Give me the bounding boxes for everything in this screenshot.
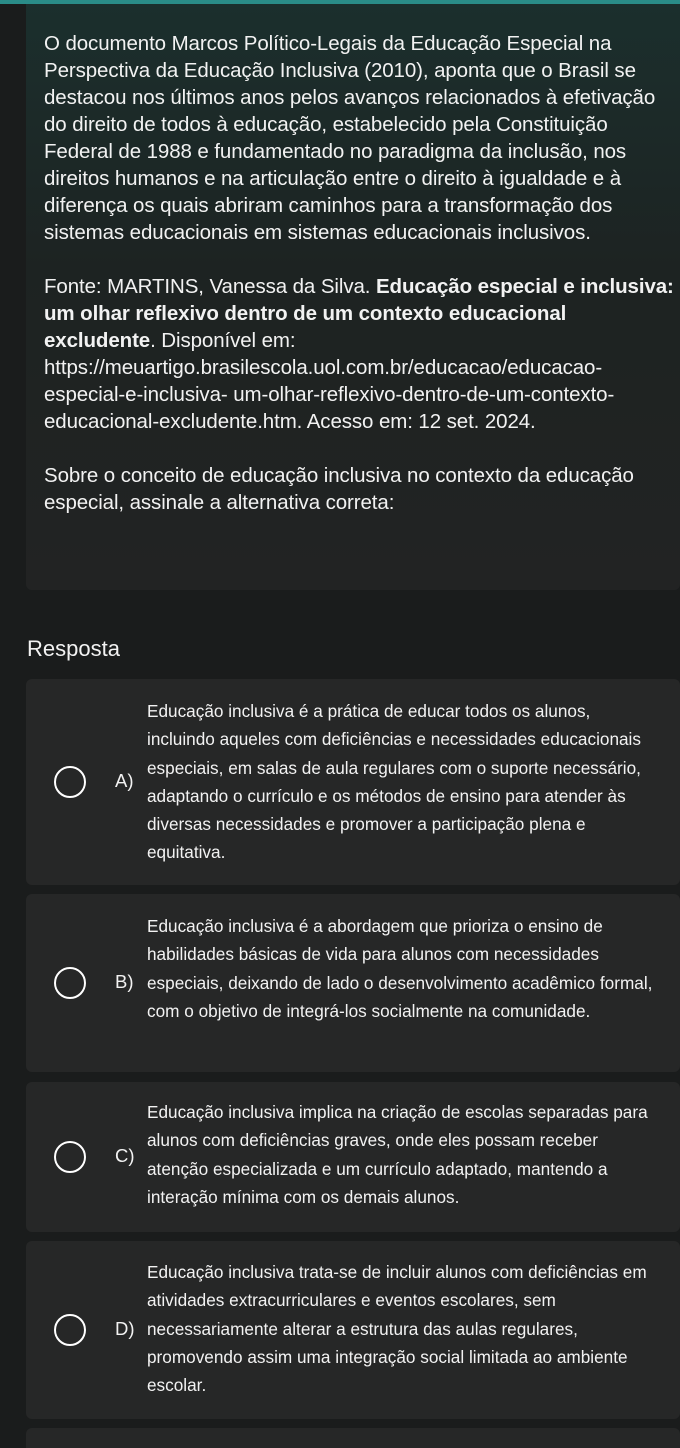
question-prompt: Sobre o conceito de educação inclusiva no contexto da educação especial, assinale a alternativa correta:: [44, 464, 634, 514]
answer-heading: Resposta: [27, 636, 120, 661]
option-b-letter: B): [115, 971, 134, 992]
option-c-text: Educação inclusiva implica na criação de escolas separadas para alunos com deficiências graves, onde eles possam receber atenção especializada e um currículo adaptado, mantendo a interação mínima com os demais alunos.: [147, 1102, 648, 1207]
option-a-letter: A): [115, 770, 134, 791]
question-source: [44, 273, 676, 435]
option-d-letter: D): [115, 1318, 135, 1339]
radio-option-b[interactable]: [54, 967, 86, 999]
radio-option-c[interactable]: [54, 1141, 86, 1173]
source-prefix: Fonte: MARTINS, Vanessa da Silva.: [44, 275, 376, 298]
question-card: [26, 4, 680, 590]
option-b-text: Educação inclusiva é a abordagem que prioriza o ensino de habilidades básicas de vida para alunos com necessidades especiais, deixando de lado o desenvolvimento acadêmico formal, com o objetivo de integrá-los socialmente na comunidade.: [147, 916, 653, 1021]
radio-option-a[interactable]: [54, 766, 86, 798]
source-title: Educação especial e inclusiva: um olhar reflexivo dentro de um contexto educacional excludente: [44, 275, 674, 352]
option-a-text: Educação inclusiva é a prática de educar todos os alunos, incluindo aqueles com deficiências e necessidades educacionais especiais, em salas de aula regulares com o suporte necessário, adaptando o currículo e os métodos de ensino para atender às diversas necessidades e promover a participação plena e equitativa.: [147, 701, 641, 863]
option-b[interactable]: [26, 894, 680, 1072]
option-d-text: Educação inclusiva trata-se de incluir alunos com deficiências em atividades extracurriculares e eventos escolares, sem necessariamente alterar a estrutura das aulas regulares, promovendo assim uma integração social limitada ao ambiente escolar.: [147, 1262, 647, 1396]
source-suffix: . Disponível em: https://meuartigo.brasilescola.uol.com.br/educacao/educacao-especial-e-inclusiva- um-olhar-reflexivo-dentro-de-um-contexto-educacional-excludente.htm. Acesso em: 12 set. 2024.: [44, 329, 615, 433]
radio-option-d[interactable]: [54, 1314, 86, 1346]
option-c[interactable]: [26, 1082, 680, 1232]
option-a[interactable]: [26, 679, 680, 885]
question-paragraph: O documento Marcos Político-Legais da Educação Especial na Perspectiva da Educação Inclusiva (2010), aponta que o Brasil se destacou nos últimos anos pelos avanços relacionados à efetivação do direito de todos à educação, estabelecido pela Constituição Federal de 1988 e fundamentado no paradigma da inclusão, nos direitos humanos e na articulação entre o direito à igualdade e à diferença os quais abriram caminhos para a transformação dos sistemas educacionais em sistemas educacionais inclusivos.: [44, 32, 656, 244]
option-c-letter: C): [115, 1145, 135, 1166]
question-text: [44, 30, 676, 516]
next-card-edge: [26, 1428, 680, 1448]
option-d[interactable]: [26, 1241, 680, 1419]
